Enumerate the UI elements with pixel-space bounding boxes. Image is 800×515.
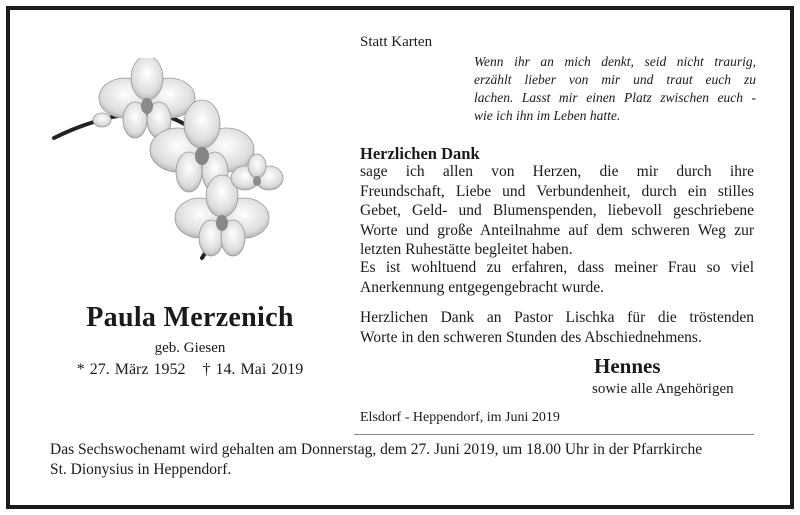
life-dates <box>40 361 340 379</box>
birth-name: geb. Giesen <box>154 340 226 356</box>
service-announcement <box>50 440 770 480</box>
signature-relatives: sowie alle Angehörigen <box>592 381 734 397</box>
text-line: sage ich allen von Herzen, die mir durch ihre <box>360 163 754 180</box>
text-line: St. Dionysius in Heppendorf. <box>50 461 232 478</box>
thanks-paragraph <box>360 162 754 260</box>
text-line: Worte und große Anteilnahme auf dem schweren Weg zur <box>360 221 754 239</box>
text-line: Herzlichen Dank an Pastor Lischka für die tröstenden <box>360 309 754 326</box>
deceased-name: Paula Merzenich <box>86 302 294 333</box>
pastor-thanks-paragraph <box>360 308 754 347</box>
text-line: Das Sechswochenamt wird gehalten am Donnerstag, dem 27. Juni 2019, um 18.00 Uhr in der Pfarrkirche <box>50 441 703 458</box>
poem-line: erzählt lieber von mir und traut euch zu <box>474 72 756 87</box>
thanks-heading: Herzlichen Dank <box>360 144 480 163</box>
poem-line: lachen. Lasst mir einen Platz zwischen euch - <box>474 90 756 105</box>
poem-line: wie ich ihn im Leben hatte. <box>474 108 621 123</box>
text-line: Worte in den schweren Stunden des Abschiednehmens. <box>360 328 702 346</box>
place-date: Elsdorf - Heppendorf, im Juni 2019 <box>360 410 560 425</box>
text-line: letzten Ruhestätte begleitet haben. <box>360 241 573 258</box>
poem <box>474 53 756 125</box>
birth-date: * 27. März 1952 <box>76 361 186 378</box>
white-orchid-icon <box>52 58 292 278</box>
text-line: Anerkennung entgegengebracht wurde. <box>360 278 605 296</box>
statt-karten-label: Statt Karten <box>360 34 433 50</box>
signature-name: Hennes <box>594 354 661 378</box>
divider <box>354 434 754 435</box>
text-line: Freundschaft, Liebe und Verbundenheit, durch ein stilles <box>360 182 754 200</box>
obituary-notice <box>6 6 794 509</box>
text-line: Gebet, Geld- und Blumenspenden, liebevoll geschriebene <box>360 202 754 219</box>
text-line: Es ist wohltuend zu erfahren, dass meiner Frau so viel <box>360 259 754 276</box>
death-date: † 14. Mai 2019 <box>202 361 304 378</box>
recognition-paragraph <box>360 258 754 297</box>
poem-line: Wenn ihr an mich denkt, seid nicht traurig, <box>474 54 756 69</box>
